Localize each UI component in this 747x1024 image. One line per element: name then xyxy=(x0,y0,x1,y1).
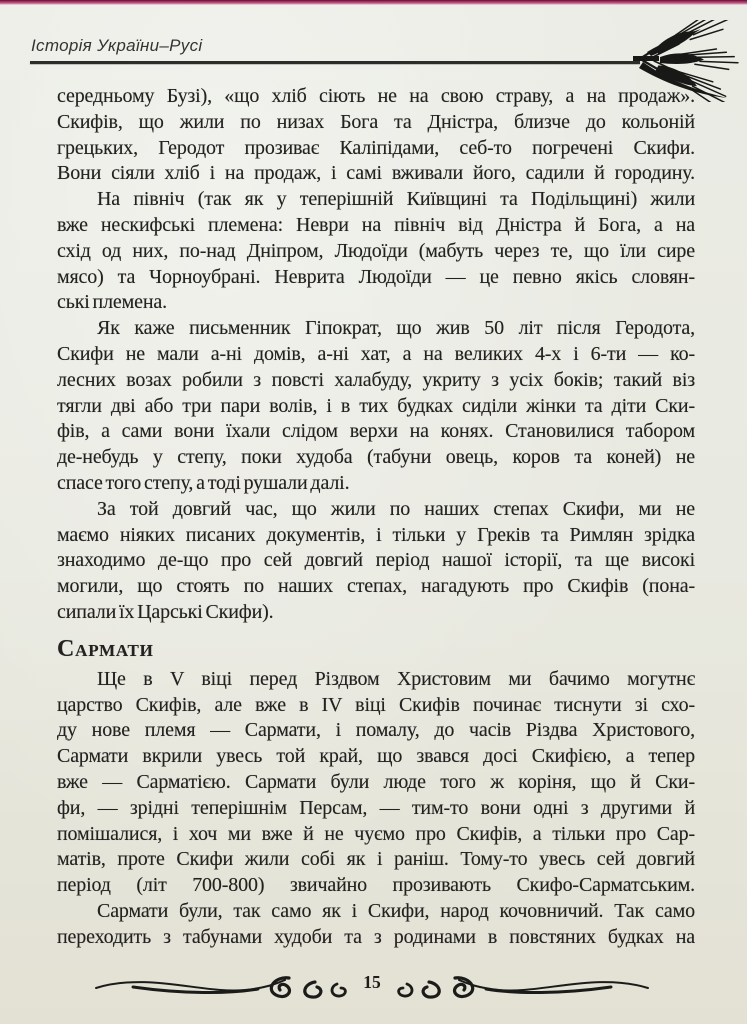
text-line: Вони сіяли хліб і на продаж, і самі вживали його, садили й городину. xyxy=(57,162,695,185)
page-footer xyxy=(66,962,678,1006)
header-rule xyxy=(30,61,640,64)
text-line: схід од них, по-над Дніпром, Людоїди (мабуть через те, що їли сире xyxy=(57,239,695,262)
text-line: лесних возах робили з повсті халабуду, укриту з усіх боків; такий віз xyxy=(57,368,695,391)
text-line: фів, а сами вони їхали слідом верхи на конях. Становилися табором xyxy=(57,420,695,443)
text-line: вже нескифські племена: Неври на північ від Дністра й Бога, а на xyxy=(57,213,695,236)
text-line: мясо) та Чорноубрані. Неврита Людоїди — це певно якісь словян- xyxy=(57,265,695,288)
text-line: Скифів, що жили по низах Бога та Дністра, близче до кольоній xyxy=(57,110,695,133)
text-line: ду нове племя — Сармати, і помалу, до часів Різдва Христового, xyxy=(57,719,695,742)
text-line: За той довгий час, що жили по наших степах Скифи, ми не xyxy=(97,497,695,520)
text-line: спасе того степу, а тоді рушали далі. xyxy=(57,471,350,494)
text-line: Як каже письменник Гіпократ, що жив 50 літ після Геродота, xyxy=(97,317,695,340)
text-line: помішалися, і хоч ми вже й не чуємо про Скифів, а тільки про Сар- xyxy=(57,822,695,845)
text-line: Скифи не мали а-ні домів, а-ні хат, а на великих 4-х і 6-ти — ко- xyxy=(57,342,695,365)
paragraph xyxy=(57,667,695,899)
text-line: сипали їх Царські Скифи). xyxy=(57,600,274,623)
text-line: матів, проте Скифи жили собі як і раніш. Тому-то увесь сей довгий xyxy=(57,848,695,871)
section-heading: Сармати xyxy=(57,635,154,662)
text-line: період (літ 700-800) звичайно прозивають Скифо-Сарматським. xyxy=(57,874,695,897)
text-line: ські племена. xyxy=(57,291,167,314)
paragraph xyxy=(57,497,695,626)
body-text xyxy=(57,84,695,951)
text-line: переходить з табунами худоби та з родинами в повстяних будках на xyxy=(57,925,695,948)
text-line: царство Скифів, але вже в IV віці Скифів починає тиснути зі схо- xyxy=(57,693,695,716)
flourish-divider-icon xyxy=(93,963,351,1005)
paragraph xyxy=(57,84,695,187)
page-number: 15 xyxy=(363,972,381,992)
paragraph xyxy=(57,187,695,316)
flourish-divider-icon xyxy=(393,963,651,1005)
paragraph xyxy=(57,899,695,951)
text-line: де-небудь у степу, поки худоба (табуни овець, коров та коней) не xyxy=(57,446,695,469)
text-line: тягли дві або три пари волів, і в тих будках сиділи жінки та діти Ски- xyxy=(57,394,695,417)
text-line: знаходимо де-що про сей довгий період нашої історії, та ще високі xyxy=(57,549,695,572)
text-line: Сармати були, так само як і Скифи, народ кочовничий. Так само xyxy=(97,899,695,922)
text-line: На північ (так як у теперішній Київщині та Подільщині) жили xyxy=(97,188,695,211)
text-line: Ще в V віці перед Різдвом Христовим ми бачимо могутнє xyxy=(97,667,695,690)
running-title: Історія України–Русі xyxy=(31,36,203,55)
text-line: грецьких, Геродот прозиває Каліпідами, себ-то погречені Скифи. xyxy=(57,136,695,159)
scan-top-edge xyxy=(0,0,747,5)
text-line: Сармати вкрили увесь той край, що звався досі Скифією, а тепер xyxy=(57,745,695,768)
text-line: фи, — зрідні теперішнім Персам, — тим-то вони одні з другими й xyxy=(57,796,695,819)
text-line: маємо ніяких писаних документів, і тільки у Греків та Римлян зрідка xyxy=(57,523,695,546)
paragraph xyxy=(57,316,695,497)
text-line: середньому Бузі), «що хліб сіють не на свою страву, а на продаж». xyxy=(57,85,695,107)
text-line: вже — Сарматією. Сармати були люде того ж коріня, що й Ски- xyxy=(57,770,695,793)
text-line: могили, що стоять по наших степах, нагадують про Скифів (пона- xyxy=(57,575,695,598)
